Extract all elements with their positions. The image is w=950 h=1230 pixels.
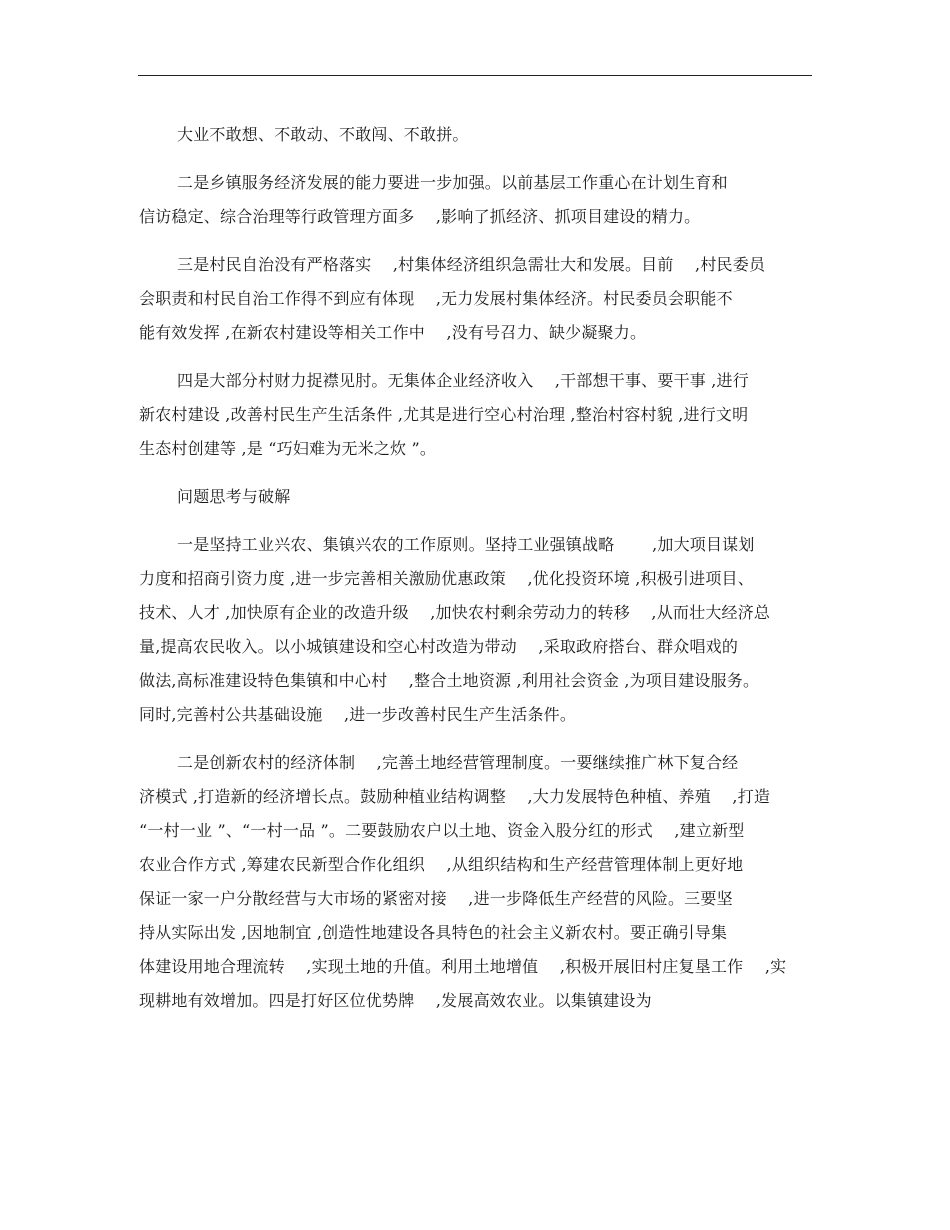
- text-line: 技术、人才 ,加快原有企业的改造升级 ,加快农村剩余劳动力的转移 ,从而壮大经济总: [139, 603, 771, 622]
- section-heading: [139, 480, 811, 514]
- text-line: 会职责和村民自治工作得不到应有体现 ,无力发展村集体经济。村民委员会职能不: [139, 289, 733, 308]
- header-rule: [138, 75, 812, 76]
- paragraph-2: [139, 166, 811, 234]
- heading-line: 问题思考与破解: [177, 487, 291, 506]
- text-line: 济模式 ,打造新的经济增长点。鼓励种植业结构调整 ,大力发展特色种植、养殖 ,打造: [139, 787, 771, 806]
- text-line: 二是创新农村的经济体制 ,完善土地经营管理制度。一要继续推广林下复合经: [177, 753, 739, 772]
- text-line: 一是坚持工业兴农、集镇兴农的工作原则。坚持工业强镇战略 ,加大项目谋划: [177, 535, 755, 554]
- text-line: 四是大部分村财力捉襟见肘。无集体企业经济收入 ,干部想干事、要干事 ,进行: [177, 371, 749, 390]
- text-line: 信访稳定、综合治理等行政管理方面多 ,影响了抓经济、抓项目建设的精力。: [139, 207, 701, 226]
- text-line: 大业不敢想、不敢动、不敢闯、不敢拼。: [177, 125, 469, 144]
- paragraph-6: [139, 528, 811, 732]
- paragraph-3: [139, 248, 811, 350]
- paragraph-7: [139, 746, 811, 1018]
- text-line: 力度和招商引资力度 ,进一步完善相关激励优惠政策 ,优化投资环境 ,积极引进项目、: [139, 569, 754, 588]
- text-line: “一村一业 ”、“一村一品 ”。二要鼓励农户以土地、资金入股分红的形式 ,建立新型: [139, 821, 745, 840]
- text-line: 做法,高标准建设特色集镇和中心村 ,整合土地资源 ,利用社会资金 ,为项目建设服务。: [139, 671, 760, 690]
- paragraph-4: [139, 364, 811, 466]
- text-line: 体建设用地合理流转 ,实现土地的升值。利用土地增值 ,积极开展旧村庄复垦工作 ,实: [139, 957, 787, 976]
- text-line: 同时,完善村公共基础设施 ,进一步改善村民生产生活条件。: [139, 705, 577, 724]
- text-line: 农业合作方式 ,筹建农民新型合作化组织 ,从组织结构和生产经营管理体制上更好地: [139, 855, 744, 874]
- text-line: 生态村创建等 ,是 “巧妇难为无米之炊 ”。: [139, 439, 437, 458]
- text-line: 量,提高农民收入。以小城镇建设和空心村改造为带动 ,采取政府搭台、群众唱戏的: [139, 637, 739, 656]
- paragraph-1: [139, 118, 811, 152]
- text-line: 三是村民自治没有严格落实 ,村集体经济组织急需壮大和发展。目前 ,村民委员: [177, 255, 766, 274]
- text-line: 现耕地有效增加。四是打好区位优势牌 ,发展高效农业。以集镇建设为: [139, 991, 652, 1010]
- text-line: 能有效发挥 ,在新农村建设等相关工作中 ,没有号召力、缺少凝聚力。: [139, 323, 647, 342]
- text-line: 二是乡镇服务经济发展的能力要进一步加强。以前基层工作重心在计划生育和: [177, 173, 728, 192]
- text-line: 新农村建设 ,改善村民生产生活条件 ,尤其是进行空心村治理 ,整治村容村貌 ,进行文明: [139, 405, 749, 424]
- text-line: 持从实际出发 ,因地制宜 ,创造性地建设各具特色的社会主义新农村。要正确引导集: [139, 923, 728, 942]
- text-line: 保证一家一户分散经营与大市场的紧密对接 ,进一步降低生产经营的风险。三要坚: [139, 889, 733, 908]
- document-body: [139, 118, 811, 1032]
